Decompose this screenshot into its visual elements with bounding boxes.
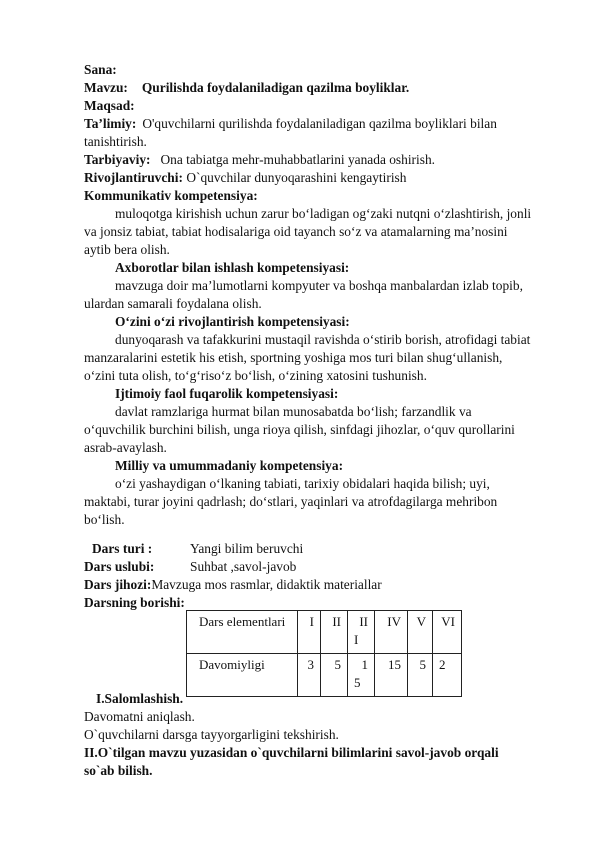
- mavzu-label: Mavzu:: [84, 80, 128, 95]
- talimiy-text-cont: tanishtirish.: [84, 134, 147, 149]
- table-cell-line: I: [354, 632, 359, 647]
- table-cell: 3: [298, 654, 321, 697]
- talimiy-text: O'quvchilarni qurilishda foydalaniladigan qazilma boyliklari bilan: [142, 116, 497, 131]
- milliy-title: Milliy va umummadaniy kompetensiya:: [115, 458, 344, 473]
- rivojlantiruvchi-label: Rivojlantiruvchi:: [84, 170, 183, 185]
- table-cell: Davomiyligi: [187, 654, 298, 697]
- maqsad-label: Maqsad:: [84, 98, 135, 113]
- dars-jihozi-value: Mavzuga mos rasmlar, didaktik materiallar: [151, 577, 382, 592]
- kommunikativ-line: va jonsiz tabiat, tabiat hodisalariga oid tayanch so‘z va atamalarning ma’nosini: [84, 224, 508, 239]
- tarbiyaviy-label: Tarbiyaviy:: [84, 152, 151, 167]
- table-cell: VI: [433, 611, 462, 654]
- dars-jihozi-label: Dars jihozi:: [84, 577, 152, 592]
- kommunikativ-line: muloqotga kirishish uchun zarur bo‘ladigan og‘zaki nutqni o‘zlashtirish, jonli: [115, 206, 532, 221]
- ozini-line: o‘zini tuta olish, to‘g‘riso‘z bo‘lish, o‘zining xatosini tushunish.: [84, 368, 427, 383]
- stage-2-title-cont: so`ab bilish.: [84, 763, 153, 778]
- table-cell: I: [298, 611, 321, 654]
- table-cell: V: [408, 611, 433, 654]
- table-cell: 5: [321, 654, 348, 697]
- milliy-line: bo‘lish.: [84, 512, 125, 527]
- stage-1-line: O`quvchilarni darsga tayyorgarligini tekshirish.: [84, 727, 339, 742]
- tarbiyaviy-line: [84, 151, 435, 169]
- ijtimoiy-title: Ijtimoiy faol fuqarolik kompetensiyasi:: [115, 386, 339, 401]
- lesson-plan-table: [186, 610, 462, 697]
- talimiy-line: [84, 115, 497, 133]
- kommunikativ-title: Kommunikativ kompetensiya:: [84, 188, 258, 203]
- table-cell: 5: [408, 654, 433, 697]
- rivojlantiruvchi-line: [84, 169, 406, 187]
- kommunikativ-line: aytib bera olish.: [84, 242, 170, 257]
- axborot-line: mavzuga doir ma’lumotlarni kompyuter va boshqa manbalardan izlab topib,: [115, 278, 523, 293]
- milliy-line: o‘zi yashaydigan o‘lkaning tabiati, tarixiy obidalari haqida bilish; uyi,: [115, 476, 490, 491]
- ijtimoiy-line: asrab-avaylash.: [84, 440, 167, 455]
- milliy-line: maktabi, turar joyini qadrlash; do‘stlari, yaqinlari va atrofdagilarga mehribon: [84, 494, 498, 509]
- dars-uslubi-label: Dars uslubi:: [84, 559, 155, 574]
- ozini-title: O‘zini o‘zi rivojlantirish kompetensiyasi:: [115, 314, 350, 329]
- dars-uslubi-value: Suhbat ,savol-javob: [190, 559, 297, 574]
- table-cell: 15: [375, 654, 408, 697]
- dars-turi-line: [92, 540, 152, 558]
- dars-turi-value: Yangi bilim beruvchi: [190, 541, 304, 556]
- table-cell: [348, 611, 375, 654]
- ozini-line: dunyoqarash va tafakkurini mustaqil ravishda o‘stirib borish, atrofidagi tabiat: [115, 332, 531, 347]
- table-cell: Dars elementlari: [187, 611, 298, 654]
- talimiy-label: Ta’limiy:: [84, 116, 137, 131]
- table-cell: II: [321, 611, 348, 654]
- ijtimoiy-line: o‘quvchilik burchini bilish, unga rioya qilish, sinfdagi jihozlar, o‘quv qurollarini: [84, 422, 515, 437]
- rivojlantiruvchi-text: O`quvchilar dunyoqarashini kengaytirish: [186, 170, 407, 185]
- ozini-line: manzaralarini estetik his etish, sportning yoshiga mos turi bilan shug‘ullanish,: [84, 350, 503, 365]
- mavzu-text: Qurilishda foydalaniladigan qazilma boyliklar.: [141, 80, 410, 95]
- table-cell: [348, 654, 375, 697]
- stage-2-title: II.O`tilgan mavzu yuzasidan o`quvchilarni bilimlarini savol-javob orqali: [84, 745, 499, 760]
- tarbiyaviy-text: Ona tabiatga mehr-muhabbatlarini yanada oshirish.: [160, 152, 435, 167]
- mavzu-line: [84, 79, 409, 97]
- dars-turi-label: Dars turi :: [92, 541, 153, 556]
- axborot-line: ulardan samarali foydalana olish.: [84, 296, 262, 311]
- stage-1-title: I.Salomlashish.: [96, 691, 184, 706]
- darsning-borishi-label: Darsning borishi:: [84, 595, 185, 610]
- table-cell-line: 1: [361, 657, 368, 672]
- stage-1-line: Davomatni aniqlash.: [84, 709, 195, 724]
- table-row: [187, 654, 462, 697]
- dars-jihozi-line: [84, 576, 382, 594]
- table-row: [187, 611, 462, 654]
- table-cell-line: II: [359, 614, 368, 629]
- table-cell: IV: [375, 611, 408, 654]
- axborot-title: Axborotlar bilan ishlash kompetensiyasi:: [115, 260, 350, 275]
- ijtimoiy-line: davlat ramzlariga hurmat bilan munosabatda bo‘lish; farzandlik va: [115, 404, 472, 419]
- sana-label: Sana:: [84, 62, 117, 77]
- table-cell-line: 5: [354, 675, 361, 690]
- table-cell: 2: [433, 654, 462, 697]
